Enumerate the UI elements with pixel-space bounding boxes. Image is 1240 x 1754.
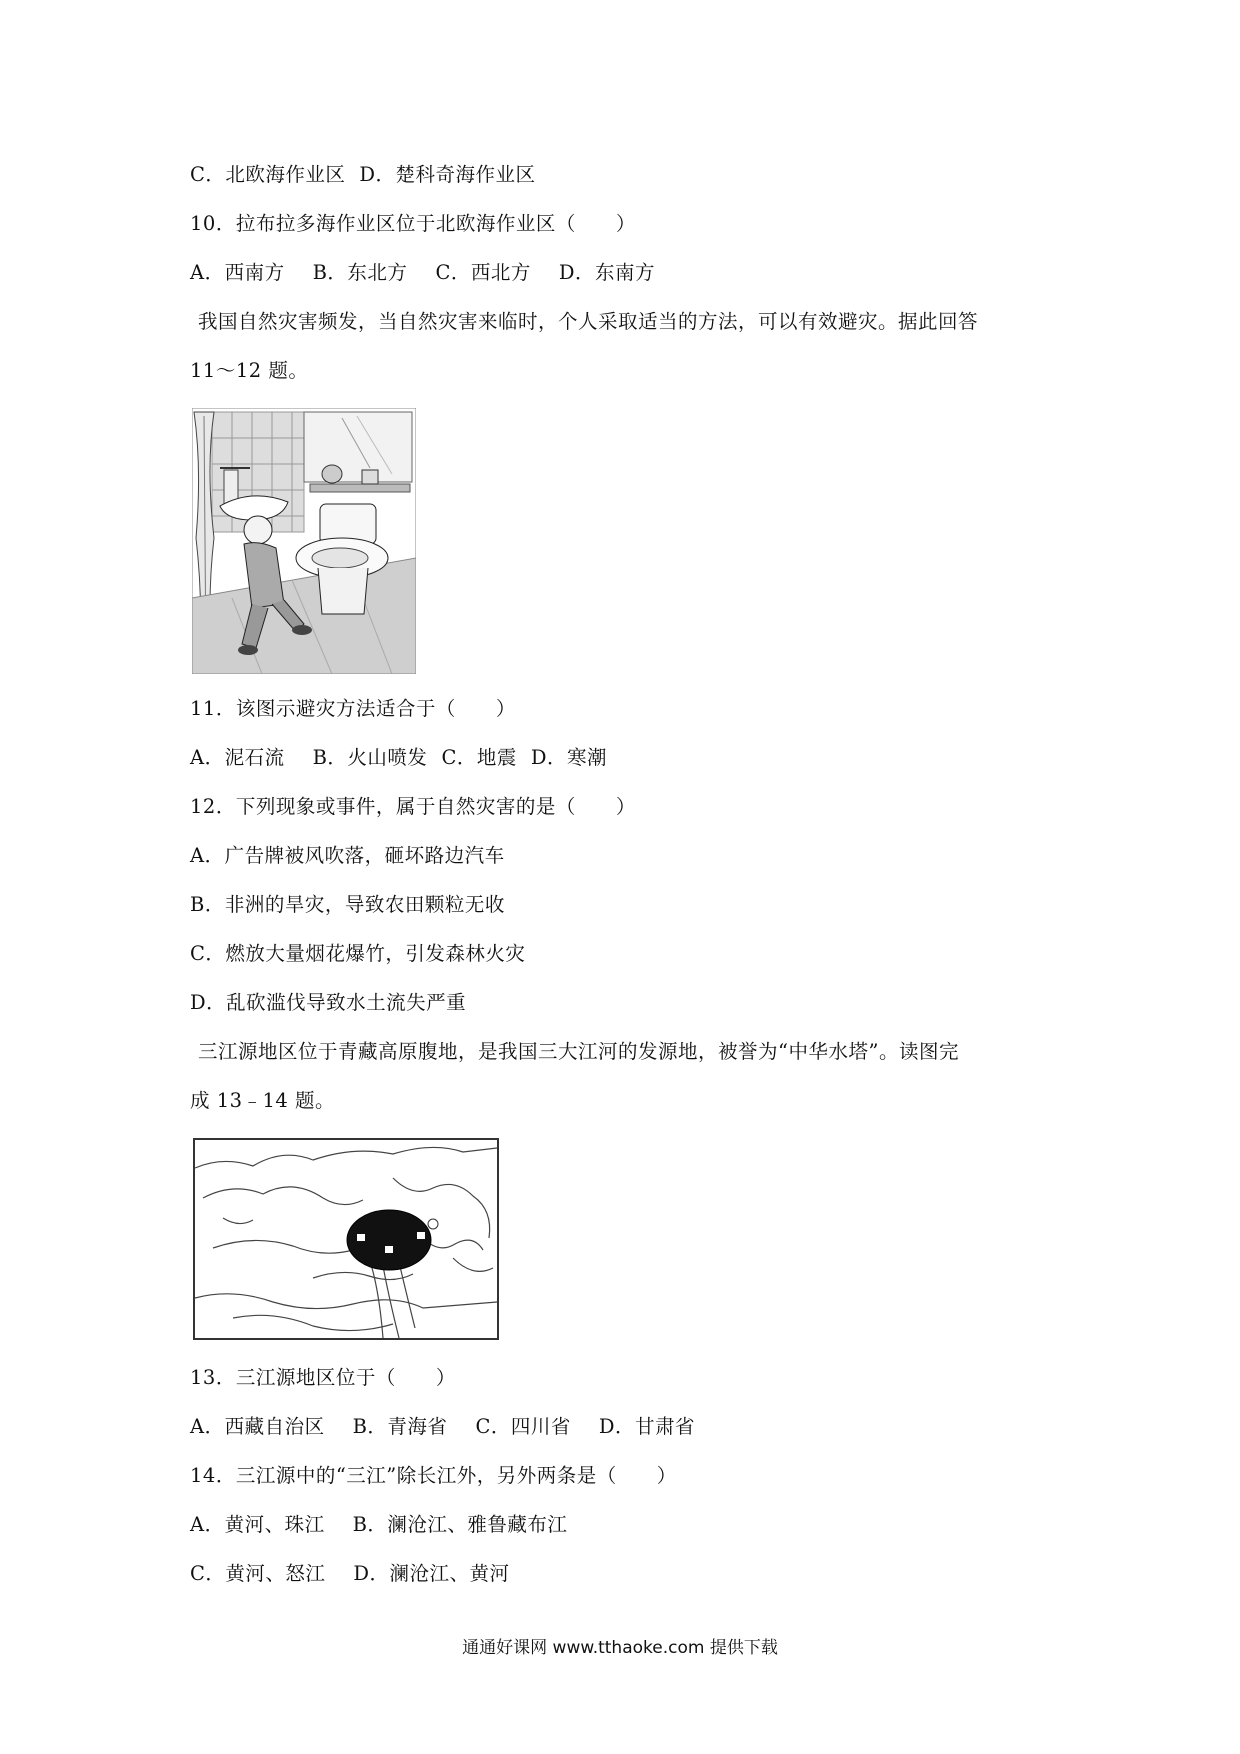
- map-drawing: [193, 1138, 499, 1340]
- option-d: D．楚科奇海作业区: [359, 163, 536, 186]
- option: D．澜沧江、黄河: [353, 1562, 510, 1585]
- bathroom-drawing: [192, 408, 416, 674]
- option: B．东北方: [312, 261, 408, 284]
- option-line-c-d: [190, 163, 536, 187]
- sanjiangyuan-map: [193, 1138, 499, 1340]
- question-12: 12．下列现象或事件，属于自然灾害的是（ ）: [190, 795, 636, 818]
- passage-intro-1-cont: 11～12 题。: [190, 359, 309, 382]
- question-12-option-c: C．燃放大量烟花爆竹，引发森林火灾: [190, 942, 526, 965]
- option: A．泥石流: [190, 746, 285, 769]
- question-14: 14．三江源中的“三江”除长江外，另外两条是（ ）: [190, 1464, 677, 1487]
- question-12-option-a: A．广告牌被风吹落，砸坏路边汽车: [190, 844, 505, 867]
- passage-intro-2: 三江源地区位于青藏高原腹地，是我国三大江河的发源地，被誉为“中华水塔”。读图完: [198, 1040, 959, 1063]
- option: B．火山喷发: [312, 746, 428, 769]
- bathroom-illustration: [192, 408, 416, 674]
- passage-intro-2-cont: 成 13﹣14 题。: [190, 1089, 336, 1112]
- option: A．西藏自治区: [190, 1415, 325, 1438]
- passage-intro-1: 我国自然灾害频发，当自然灾害来临时，个人采取适当的方法，可以有效避灾。据此回答: [198, 310, 979, 333]
- option: C．黄河、怒江: [190, 1562, 326, 1585]
- option: D．寒潮: [530, 746, 607, 769]
- option-c: C．北欧海作业区: [190, 163, 346, 186]
- question-13: 13．三江源地区位于（ ）: [190, 1366, 456, 1389]
- question-14-options-1: [190, 1513, 567, 1537]
- question-12-option-d: D．乱砍滥伐导致水土流失严重: [190, 991, 467, 1014]
- question-14-options-2: [190, 1562, 510, 1586]
- question-11: 11．该图示避灾方法适合于（ ）: [190, 697, 516, 720]
- question-10-options: [190, 261, 655, 285]
- option: D．东南方: [558, 261, 655, 284]
- option: D．甘肃省: [598, 1415, 695, 1438]
- option: C．西北方: [435, 261, 531, 284]
- question-11-options: [190, 746, 607, 770]
- question-10: 10．拉布拉多海作业区位于北欧海作业区（ ）: [190, 212, 636, 235]
- option: C．地震: [441, 746, 517, 769]
- option: B．青海省: [352, 1415, 448, 1438]
- option: A．黄河、珠江: [190, 1513, 325, 1536]
- page-footer: 通通好课网 www.tthaoke.com 提供下载: [462, 1638, 778, 1658]
- option: C．四川省: [475, 1415, 571, 1438]
- question-13-options: [190, 1415, 695, 1439]
- option: B．澜沧江、雅鲁藏布江: [352, 1513, 568, 1536]
- option: A．西南方: [190, 261, 285, 284]
- question-12-option-b: B．非洲的旱灾，导致农田颗粒无收: [190, 893, 505, 916]
